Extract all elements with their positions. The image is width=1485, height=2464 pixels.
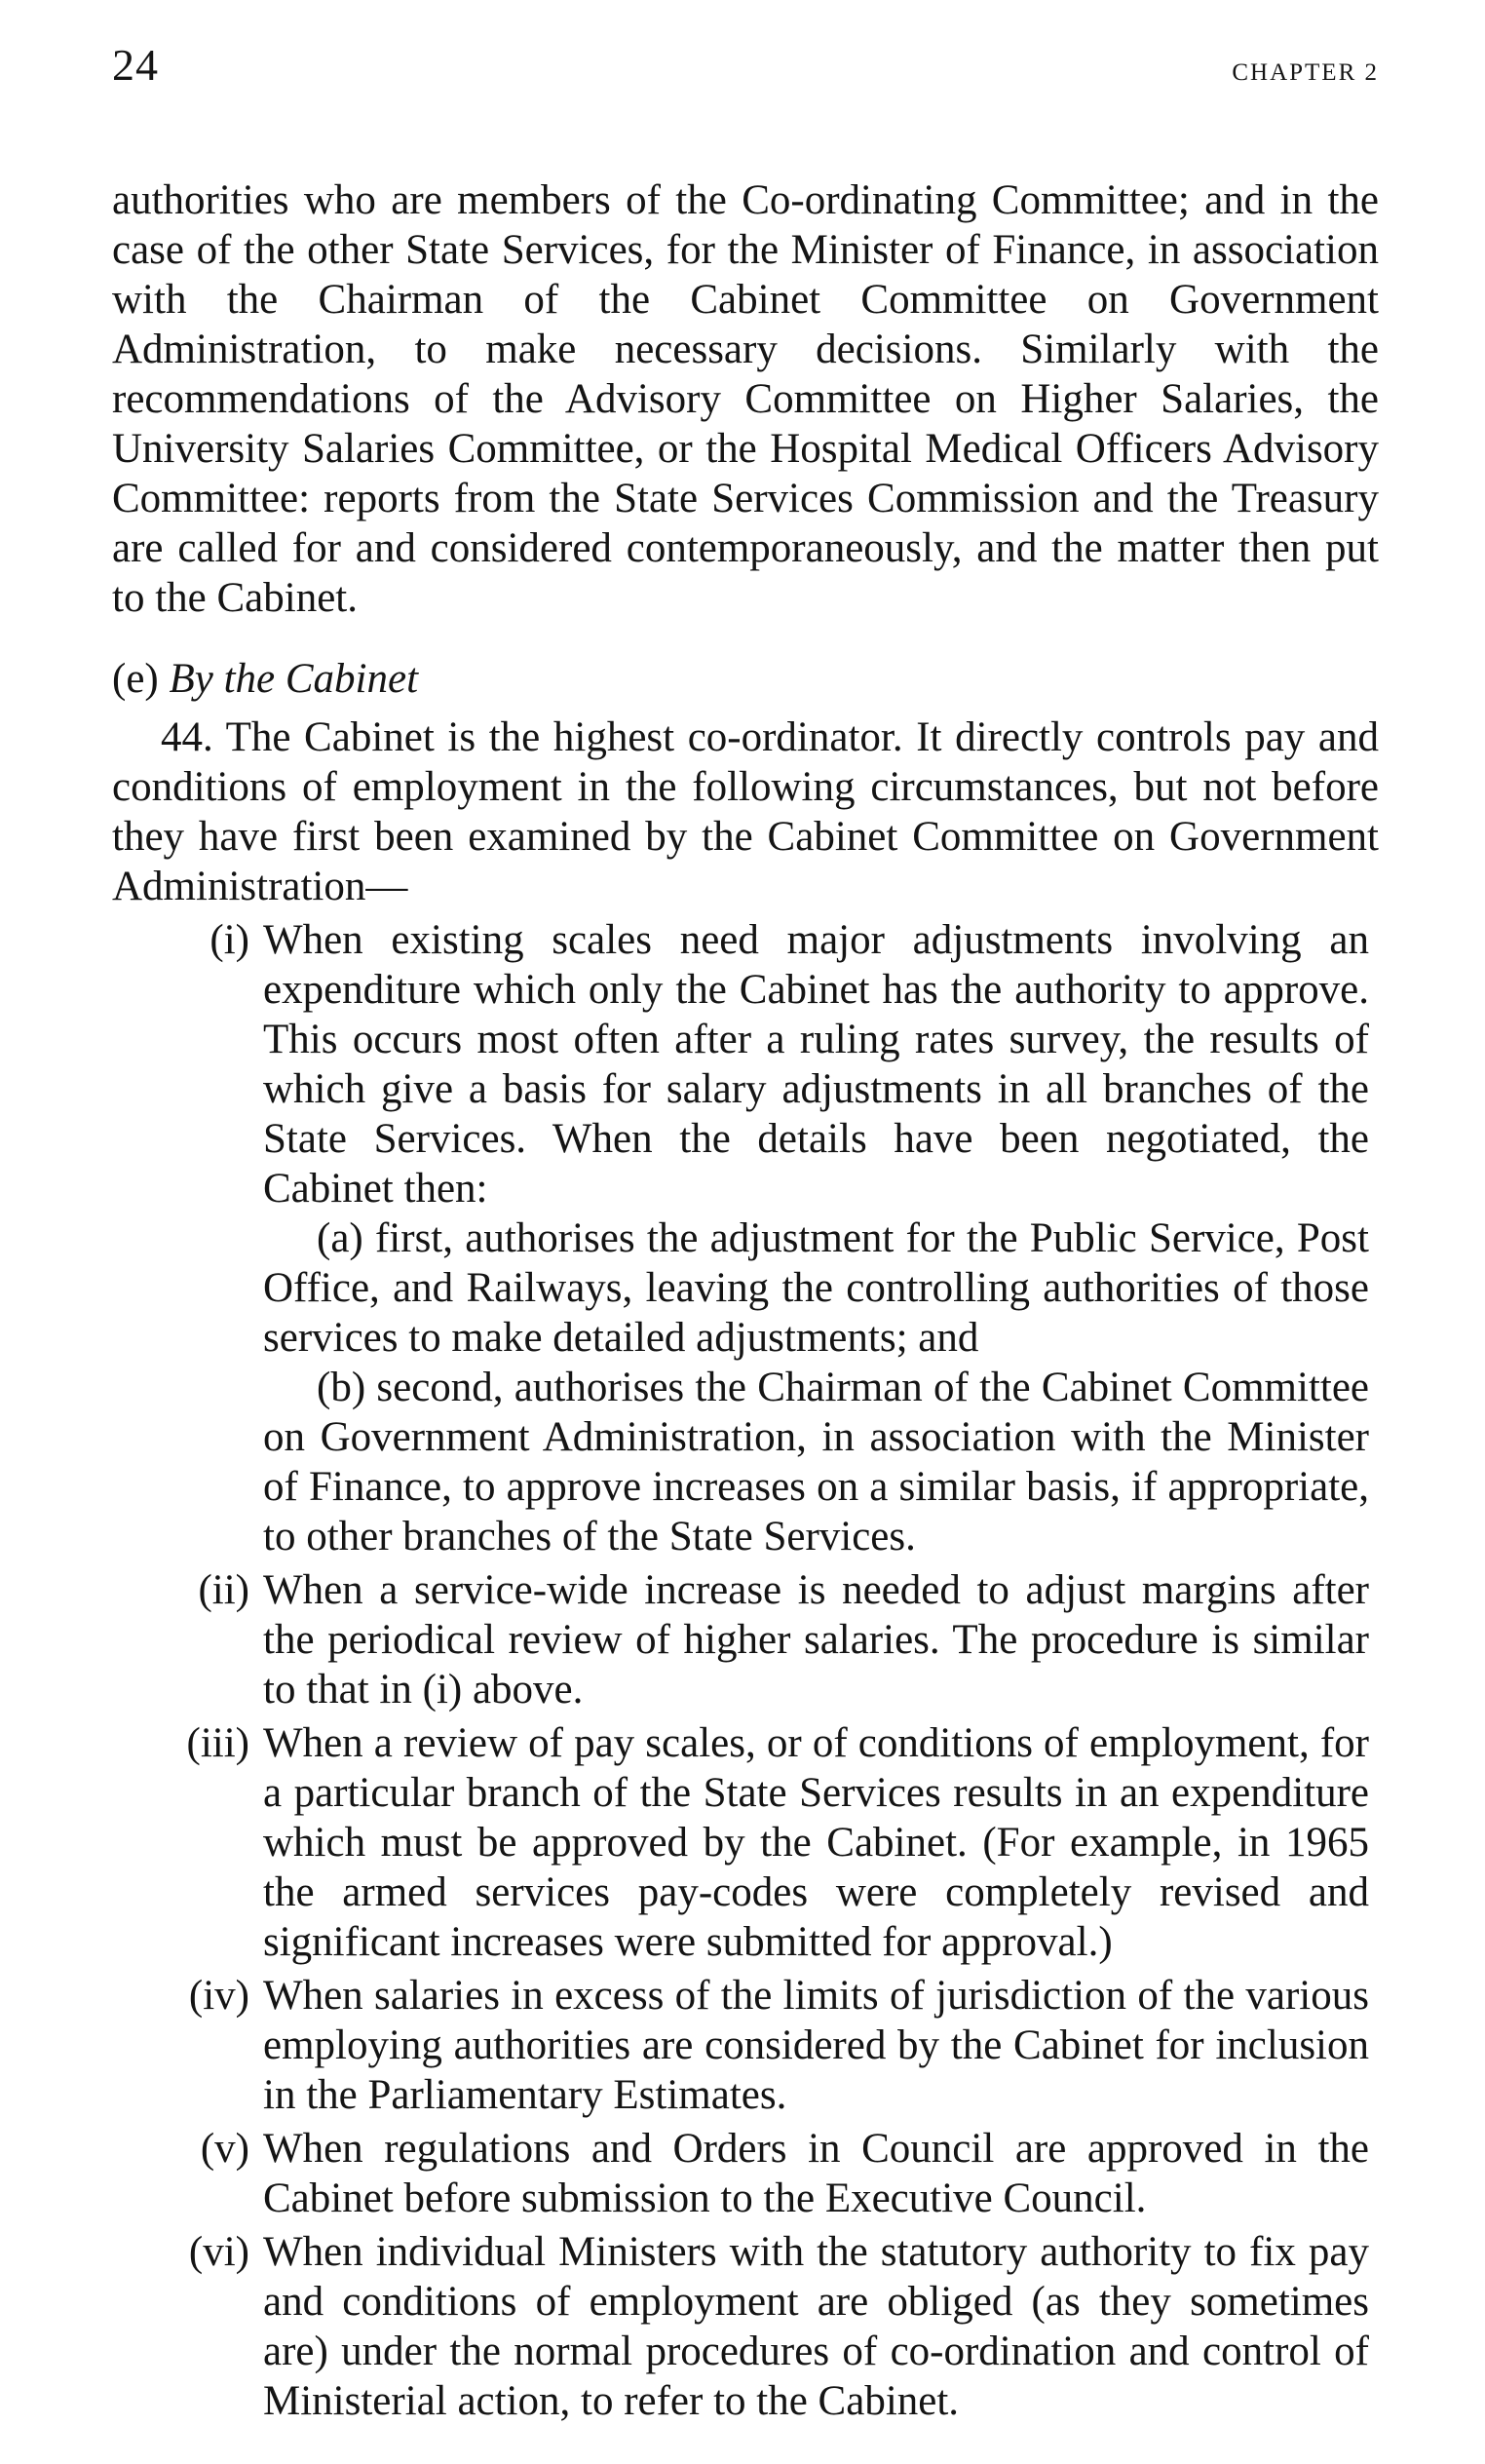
list-item-vi	[112, 2227, 1369, 2426]
list-item-ii	[112, 1565, 1369, 1714]
list-item-body	[263, 1971, 1369, 2120]
list-item-body	[263, 2124, 1369, 2223]
list-item-body	[263, 1718, 1369, 1967]
list-item-number: (vi)	[188, 2229, 249, 2275]
list-item-number: (ii)	[198, 1567, 249, 1613]
section-label: (e)	[112, 656, 159, 702]
chapter-label: CHAPTER 2	[1232, 59, 1379, 86]
list-item-iii	[112, 1718, 1369, 1967]
list-item-number: (v)	[200, 2126, 249, 2172]
sub-item-b: (b) second, authorises the Chairman of the Cabinet Committee on Government Administration, in association with the Minister of Finance, to approve increases on a similar basis, if appropriate, to other branches of the State Services.	[263, 1365, 1369, 1559]
list-item-text: When existing scales need major adjustments involving an expenditure which only the Cabinet has the authority to approve. This occurs most often after a ruling rates survey, the results of which give a basis for salary adjustments in all branches of the State Services. When the details have been negotiated, the Cabinet then:	[263, 917, 1369, 1212]
list-item-body	[263, 1565, 1369, 1714]
list-item-body	[263, 2227, 1369, 2426]
list-item-text: When a service-wide increase is needed to adjust margins after the periodical review of higher salaries. The procedure is similar to that in (i) above.	[263, 1567, 1369, 1713]
page-header	[112, 39, 1379, 97]
section-title: By the Cabinet	[169, 656, 419, 702]
list-item-text: When individual Ministers with the statutory authority to fix pay and conditions of employment are obliged (as they sometimes are) under the normal procedures of co-ordination and control of Ministerial action, to refer to the Cabinet.	[263, 2229, 1369, 2424]
list-item-number: (iii)	[186, 1720, 249, 1766]
book-page	[112, 39, 1379, 2426]
list-item-v	[112, 2124, 1369, 2223]
page-number: 24	[112, 40, 159, 90]
list-item-number: (iv)	[188, 1973, 249, 2019]
list-item-iv	[112, 1971, 1369, 2120]
list-item-text: When regulations and Orders in Council are approved in the Cabinet before submission to the Executive Council.	[263, 2126, 1369, 2221]
paragraph-44: 44. The Cabinet is the highest co-ordinator. It directly controls pay and conditions of employment in the following circumstances, but not before they have first been examined by the Cabinet Committee on Government Administration—	[112, 714, 1379, 909]
list-item-number: (i)	[209, 917, 249, 963]
section-heading	[112, 654, 1379, 705]
list-item-i	[112, 915, 1369, 1561]
sub-item-a: (a) first, authorises the adjustment for the Public Service, Post Office, and Railways, leaving the controlling authorities of those services to make detailed adjustments; and	[263, 1215, 1369, 1361]
intro-paragraph: authorities who are members of the Co-ordinating Committee; and in the case of the other State Services, for the Minister of Finance, in association with the Chairman of the Cabinet Committee on Government Administration, to make necessary decisions. Similarly with the recommendations of the Advisory Committee on Higher Salaries, the University Salaries Committee, or the Hospital Medical Officers Advisory Committee: reports from the State Services Commission and the Treasury are called for and considered contemporaneously, and the matter then put to the Cabinet.	[112, 177, 1379, 621]
list-item-body	[263, 915, 1369, 1561]
list-item-text: When a review of pay scales, or of conditions of employment, for a particular branch of the State Services results in an expenditure which must be approved by the Cabinet. (For example, in 1965 the armed services pay-codes were completely revised and significant increases were submitted for approval.)	[263, 1720, 1369, 1965]
list-item-text: When salaries in excess of the limits of jurisdiction of the various employing authorities are considered by the Cabinet for inclusion in the Parliamentary Estimates.	[263, 1973, 1369, 2118]
